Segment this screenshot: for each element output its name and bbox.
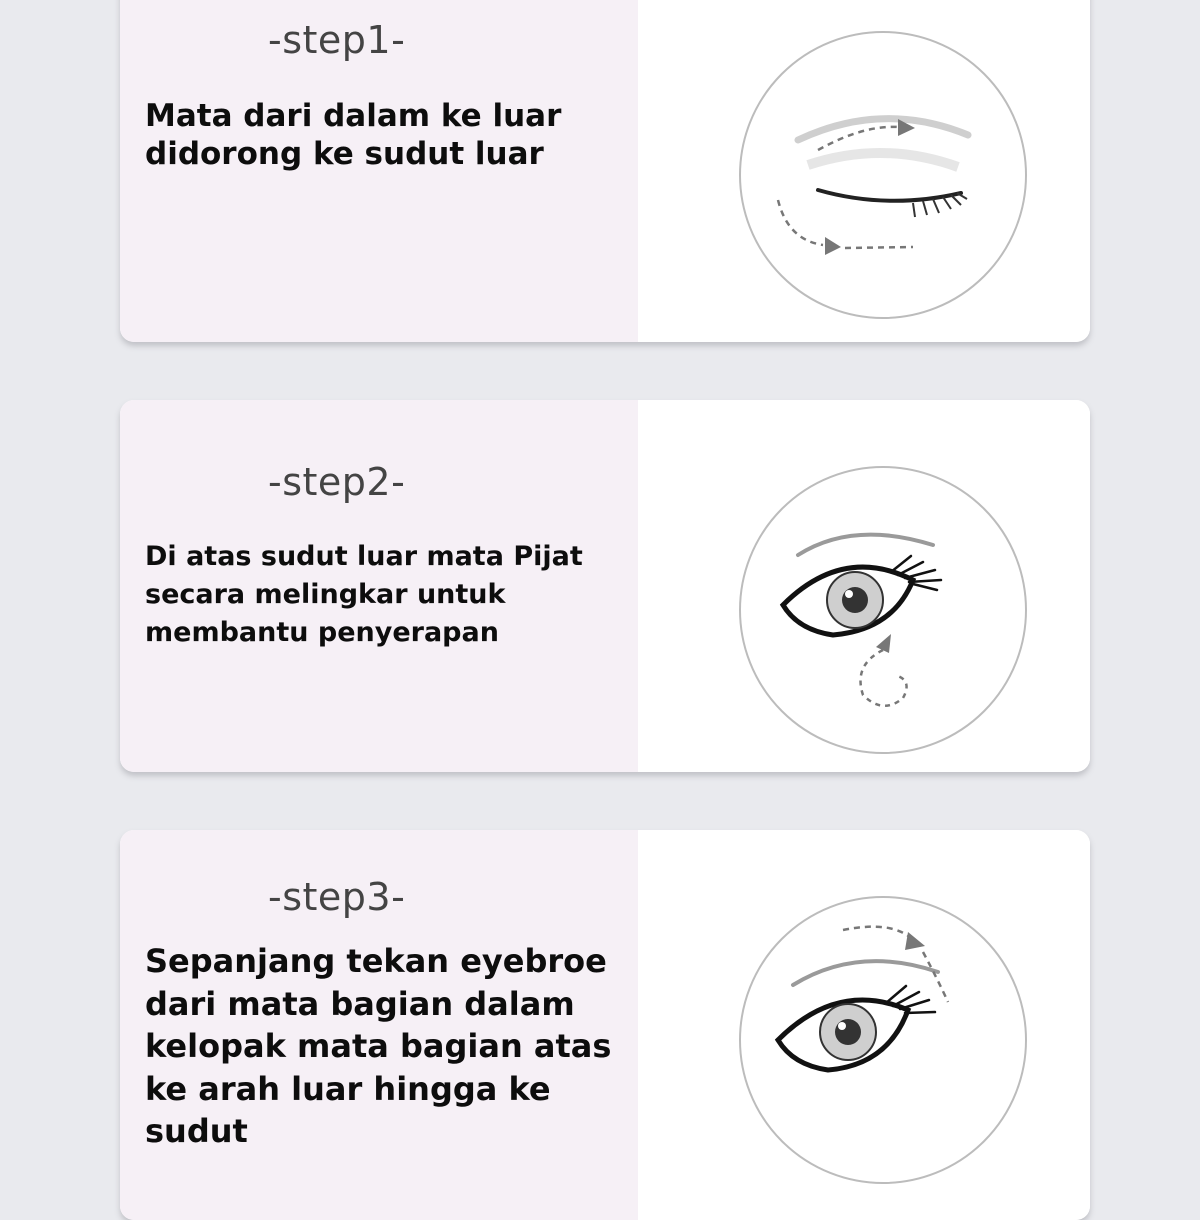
step-text-panel bbox=[120, 400, 638, 772]
step-illustration-panel bbox=[638, 830, 1090, 1220]
step-title: -step1- bbox=[268, 18, 406, 62]
step-description bbox=[145, 98, 638, 174]
step-card-3 bbox=[120, 830, 1090, 1220]
step-illustration-panel bbox=[638, 400, 1090, 772]
step-description bbox=[145, 940, 638, 1153]
step-line: kelopak mata bagian atas bbox=[145, 1027, 612, 1066]
step-text-panel bbox=[120, 830, 638, 1220]
step-line: Sepanjang tekan eyebroe bbox=[145, 942, 607, 980]
step-text-panel bbox=[120, 0, 638, 342]
step-title: -step3- bbox=[268, 875, 406, 919]
step-card-1 bbox=[120, 0, 1090, 342]
step-illustration-panel bbox=[638, 0, 1090, 342]
eye-circular-massage-icon bbox=[723, 450, 1043, 770]
step-line: Mata dari dalam ke luar bbox=[145, 98, 562, 134]
step-card-2 bbox=[120, 400, 1090, 772]
eye-brow-massage-icon bbox=[723, 880, 1043, 1200]
step-description bbox=[145, 538, 638, 651]
closed-eye-icon bbox=[723, 15, 1043, 335]
step-line: membantu penyerapan bbox=[145, 616, 499, 648]
step-title: -step2- bbox=[268, 460, 406, 504]
step-line: ke arah luar hingga ke bbox=[145, 1069, 551, 1108]
step-line: secara melingkar untuk bbox=[145, 578, 506, 610]
step-line: dari mata bagian dalam bbox=[145, 984, 575, 1023]
step-line: sudut bbox=[145, 1112, 248, 1151]
step-line: Di atas sudut luar mata Pijat bbox=[145, 541, 583, 572]
step-line: didorong ke sudut luar bbox=[145, 135, 544, 172]
